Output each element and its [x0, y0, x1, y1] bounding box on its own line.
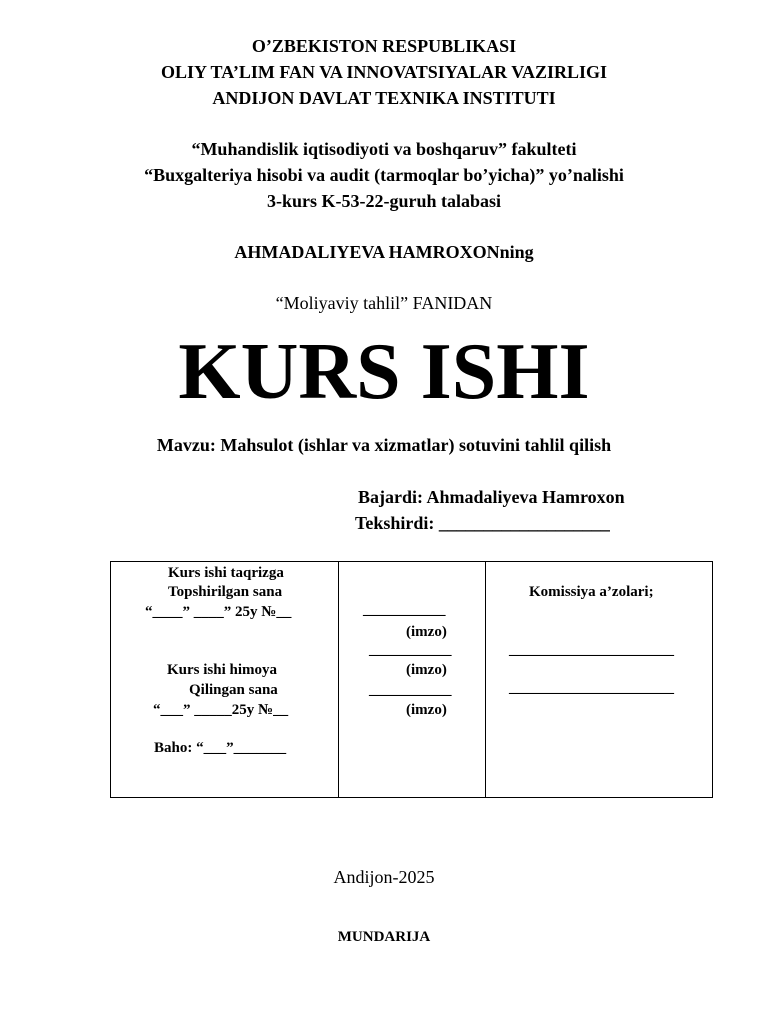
contents-heading: MUNDARIJA — [337, 929, 431, 945]
republic-name: O’ZBEKISTON RESPUBLIKASI — [251, 36, 517, 56]
performed-by: Bajardi: Ahmadaliyeva Hamroxon — [358, 487, 625, 507]
institute-name: ANDIJON DAVLAT TEXNIKA INSTITUTI — [212, 88, 556, 108]
grade-blank: Baho: “___”_______ — [154, 740, 287, 756]
review-label: Kurs ishi taqrizga — [168, 565, 284, 581]
signature-blank-3: ___________ — [369, 682, 452, 698]
signature-label-2: (imzo) — [406, 662, 447, 678]
signature-table — [110, 561, 713, 798]
topic-line: Mavzu: Mahsulot (ishlar va xizmatlar) sotuvini tahlil qilish — [156, 435, 612, 455]
defense-date-label: Qilingan sana — [189, 682, 278, 698]
place-year: Andijon-2025 — [333, 867, 435, 887]
review-date-blank: “____” ____” 25y №__ — [145, 604, 292, 620]
group-line: 3-kurs K-53-22-guruh talabasi — [266, 191, 502, 211]
signature-label-3: (imzo) — [406, 702, 447, 718]
signature-blank-2: ___________ — [369, 642, 452, 658]
program-name: “Buxgalteriya hisobi va audit (tarmoqlar bo’yicha)” yo’nalishi — [144, 165, 624, 185]
signature-label-1: (imzo) — [406, 624, 447, 640]
review-date-label: Topshirilgan sana — [168, 584, 283, 600]
commission-blank-1: ______________________ — [509, 642, 674, 658]
student-name: AHMADALIYEVA HAMROXONning — [234, 242, 534, 262]
signature-blank-1: ___________ — [363, 602, 446, 618]
defense-date-blank: “___” _____25y №__ — [153, 702, 289, 718]
document-title: KURS ISHI — [178, 328, 590, 416]
faculty-name: “Muhandislik iqtisodiyoti va boshqaruv” fakulteti — [191, 139, 577, 159]
commission-heading: Komissiya a’zolari; — [529, 584, 654, 600]
commission-blank-2: ______________________ — [509, 680, 674, 696]
checked-by: Tekshirdi: ___________________ — [355, 513, 610, 533]
defense-label: Kurs ishi himoya — [167, 662, 278, 678]
ministry-name: OLIY TA’LIM FAN VA INNOVATSIYALAR VAZIRLIGI — [161, 62, 607, 82]
subject-line: “Moliyaviy tahlil” FANIDAN — [275, 293, 493, 313]
table-divider-1 — [338, 562, 339, 797]
table-divider-2 — [485, 562, 486, 797]
